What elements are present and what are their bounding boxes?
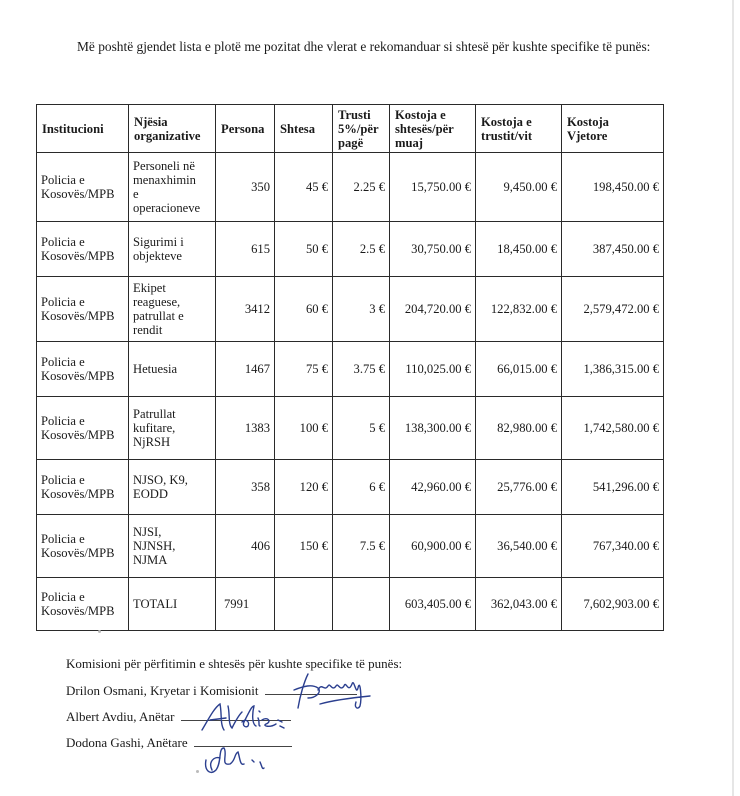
signature-blank	[265, 682, 357, 695]
cell-kostoja-trustit: 82,980.00 €	[476, 397, 562, 460]
signature-blank	[181, 708, 291, 721]
table-row	[37, 460, 664, 515]
member-name: Albert Avdiu, Anëtar	[66, 709, 175, 724]
cell-kostoja-shteses: 15,750.00 €	[390, 153, 476, 222]
cell-persona: 1383	[216, 397, 275, 460]
table-row	[37, 515, 664, 578]
signature-line-chair	[66, 682, 402, 708]
cell-njesia: NJSO, K9, EODD	[129, 460, 216, 515]
cell-kostoja-shteses: 30,750.00 €	[390, 222, 476, 277]
cell-persona: 1467	[216, 342, 275, 397]
cell-kostoja-vjetore: 2,579,472.00 €	[562, 277, 664, 342]
header-kostoja-shteses: Kostoja e shtesës/për muaj	[390, 105, 476, 153]
cell-persona: 615	[216, 222, 275, 277]
cell-kostoja-vjetore: 1,386,315.00 €	[562, 342, 664, 397]
cell-trusti: 2.5 €	[333, 222, 390, 277]
cell-kostoja-trustit: 18,450.00 €	[476, 222, 562, 277]
cell-kostoja-shteses: 204,720.00 €	[390, 277, 476, 342]
cell-kostoja-trustit-total: 362,043.00 €	[476, 578, 562, 631]
table-total-row	[37, 578, 664, 631]
cell-kostoja-trustit: 25,776.00 €	[476, 460, 562, 515]
cell-institucioni: Policia e Kosovës/MPB	[37, 277, 129, 342]
signature-blank	[194, 734, 292, 747]
cell-shtesa: 50 €	[275, 222, 333, 277]
cell-shtesa: 45 €	[275, 153, 333, 222]
cell-kostoja-vjetore: 541,296.00 €	[562, 460, 664, 515]
cell-njesia: Personeli në menaxhimin e operacioneve	[129, 153, 216, 222]
cell-kostoja-vjetore: 767,340.00 €	[562, 515, 664, 578]
signature-block	[66, 656, 402, 760]
cell-trusti-total	[333, 578, 390, 631]
cell-institucioni: Policia e Kosovës/MPB	[37, 342, 129, 397]
cell-trusti: 2.25 €	[333, 153, 390, 222]
allowance-table	[36, 104, 664, 631]
cell-kostoja-vjetore-total: 7,602,903.00 €	[562, 578, 664, 631]
member-name: Drilon Osmani, Kryetar i Komisionit	[66, 683, 259, 698]
table-row	[37, 342, 664, 397]
cell-institucioni: Policia e Kosovës/MPB	[37, 515, 129, 578]
table-row	[37, 222, 664, 277]
cell-shtesa-total	[275, 578, 333, 631]
cell-shtesa: 60 €	[275, 277, 333, 342]
header-njesia: Njësia organizative	[129, 105, 216, 153]
cell-njesia: Ekipet reaguese, patrullat e rendit	[129, 277, 216, 342]
cell-kostoja-vjetore: 198,450.00 €	[562, 153, 664, 222]
cell-persona: 406	[216, 515, 275, 578]
header-shtesa: Shtesa	[275, 105, 333, 153]
cell-persona: 358	[216, 460, 275, 515]
cell-kostoja-shteses: 60,900.00 €	[390, 515, 476, 578]
scan-speck	[196, 770, 199, 773]
cell-kostoja-shteses: 42,960.00 €	[390, 460, 476, 515]
table-row	[37, 397, 664, 460]
member-name: Dodona Gashi, Anëtare	[66, 735, 188, 750]
cell-kostoja-trustit: 66,015.00 €	[476, 342, 562, 397]
cell-trusti: 3 €	[333, 277, 390, 342]
header-persona: Persona	[216, 105, 275, 153]
cell-kostoja-shteses: 138,300.00 €	[390, 397, 476, 460]
cell-persona-total: 7991	[216, 578, 275, 631]
cell-kostoja-shteses-total: 603,405.00 €	[390, 578, 476, 631]
cell-kostoja-vjetore: 387,450.00 €	[562, 222, 664, 277]
commission-heading: Komisioni për përfitimin e shtesës për kushte specifike të punës:	[66, 656, 403, 671]
cell-njesia: NJSI, NJNSH, NJMA	[129, 515, 216, 578]
cell-totali-label: TOTALI	[129, 578, 216, 631]
cell-shtesa: 120 €	[275, 460, 333, 515]
cell-kostoja-shteses: 110,025.00 €	[390, 342, 476, 397]
cell-njesia: Hetuesia	[129, 342, 216, 397]
cell-institucioni: Policia e Kosovës/MPB	[37, 460, 129, 515]
cell-kostoja-vjetore: 1,742,580.00 €	[562, 397, 664, 460]
header-institucioni: Institucioni	[37, 105, 129, 153]
cell-trusti: 6 €	[333, 460, 390, 515]
header-kostoja-vjetore: Kostoja Vjetore	[562, 105, 664, 153]
cell-persona: 350	[216, 153, 275, 222]
header-trusti: Trusti 5%/për pagë	[333, 105, 390, 153]
cell-shtesa: 100 €	[275, 397, 333, 460]
cell-trusti: 5 €	[333, 397, 390, 460]
cell-institucioni: Policia e Kosovës/MPB	[37, 397, 129, 460]
cell-persona: 3412	[216, 277, 275, 342]
cell-kostoja-trustit: 122,832.00 €	[476, 277, 562, 342]
header-kostoja-trustit: Kostoja e trustit/vit	[476, 105, 562, 153]
cell-shtesa: 150 €	[275, 515, 333, 578]
cell-njesia: Sigurimi i objekteve	[129, 222, 216, 277]
cell-shtesa: 75 €	[275, 342, 333, 397]
table-row	[37, 153, 664, 222]
table-row	[37, 277, 664, 342]
cell-trusti: 3.75 €	[333, 342, 390, 397]
cell-trusti: 7.5 €	[333, 515, 390, 578]
cell-institucioni: Policia e Kosovës/MPB	[37, 222, 129, 277]
signature-line-member	[66, 708, 402, 734]
cell-kostoja-trustit: 9,450.00 €	[476, 153, 562, 222]
cell-institucioni: Policia e Kosovës/MPB	[37, 578, 129, 631]
cell-njesia: Patrullat kufitare, NjRSH	[129, 397, 216, 460]
cell-institucioni: Policia e Kosovës/MPB	[37, 153, 129, 222]
cell-kostoja-trustit: 36,540.00 €	[476, 515, 562, 578]
table-header-row	[37, 105, 664, 153]
signature-line-member	[66, 734, 402, 760]
scan-speck	[98, 630, 101, 633]
intro-paragraph: Më poshtë gjendet lista e plotë me pozitat dhe vlerat e rekomanduar si shtesë për kushte specifike të punës:	[77, 39, 651, 54]
